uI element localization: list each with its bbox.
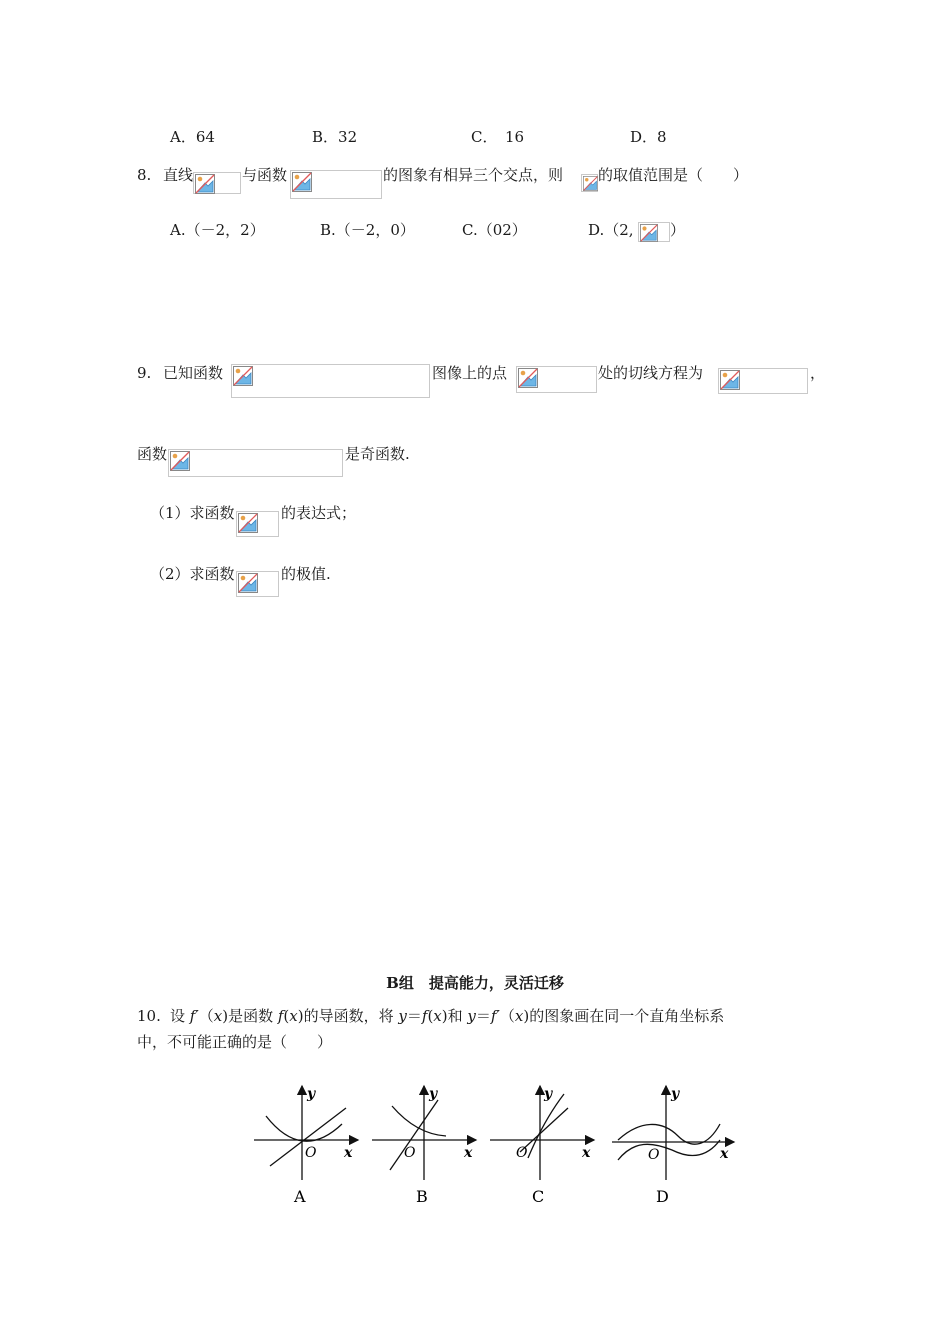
broken-image-icon [193, 172, 241, 194]
broken-image-icon [236, 571, 279, 597]
punctuation: ， [810, 364, 826, 382]
option-d: D．8 [630, 128, 667, 146]
broken-image-icon [581, 174, 598, 192]
broken-image-icon [168, 449, 343, 477]
broken-image-icon [290, 170, 382, 199]
broken-image-icon [718, 368, 808, 394]
option-a: A．64 [170, 128, 215, 146]
question-text: 的取值范围是（ ） [598, 166, 749, 184]
question-number: 9. [137, 364, 152, 382]
graph-b [372, 1086, 476, 1206]
origin-label: O [404, 1145, 416, 1161]
question-text: 的图象有相异三个交点，则 [383, 166, 564, 184]
x-axis-label: x [464, 1145, 473, 1161]
question-text: 图像上的点 [432, 364, 508, 382]
question-number: 10. [137, 1007, 161, 1025]
origin-label: O [648, 1147, 660, 1163]
graph-c [490, 1086, 594, 1206]
graph-label: A [294, 1187, 306, 1206]
sub-question-1: （1）求函数 [150, 504, 235, 522]
question-text: 与函数 [242, 166, 288, 184]
graph-d [612, 1086, 734, 1206]
sub-question-2-text: 的极值. [281, 565, 331, 583]
graph-label: C [532, 1187, 545, 1206]
broken-image-icon [236, 511, 279, 537]
option-a: A.（－2，2） [170, 221, 265, 239]
y-axis-label: y [429, 1086, 438, 1102]
answer-graphs [250, 1080, 750, 1210]
question-text-line-2: 中，不可能正确的是（ ） [137, 1033, 333, 1051]
question-text: 直线 [163, 166, 194, 184]
option-c: C.（02） [462, 221, 527, 239]
question-number: 8. [137, 166, 152, 184]
y-axis-label: y [307, 1086, 316, 1102]
x-axis-label: x [720, 1146, 729, 1162]
question-text-line-1: 设 f′（x)是函数 f(x)的导函数，将 y＝f(x)和 y＝f′（x)的图象画在同一个直角坐标系 [170, 1007, 725, 1025]
question-text: 函数 [137, 445, 168, 463]
broken-image-icon [638, 222, 670, 242]
section-heading: B组 提高能力，灵活迁移 [386, 974, 564, 992]
y-axis-label: y [671, 1086, 680, 1102]
option-b: B.（－2，0） [320, 221, 415, 239]
broken-image-icon [231, 364, 430, 398]
question-text: 处的切线方程为 [598, 364, 704, 382]
origin-label: O [516, 1145, 528, 1161]
graph-a [254, 1086, 358, 1206]
question-text: 已知函数 [163, 364, 224, 382]
graph-label: D [656, 1187, 669, 1206]
option-b: B．32 [312, 128, 358, 146]
graph-label: B [416, 1187, 428, 1206]
sub-question-1-text: 的表达式； [281, 504, 357, 522]
x-axis-label: x [344, 1145, 353, 1161]
option-d: D.（2, [588, 221, 634, 239]
origin-label: O [305, 1145, 317, 1161]
y-axis-label: y [544, 1086, 553, 1102]
option-d-close: ） [670, 221, 686, 239]
x-axis-label: x [582, 1145, 591, 1161]
question-text: 是奇函数. [345, 445, 410, 463]
sub-question-2: （2）求函数 [150, 565, 235, 583]
broken-image-icon [516, 366, 597, 393]
option-c: C． 16 [471, 128, 525, 146]
